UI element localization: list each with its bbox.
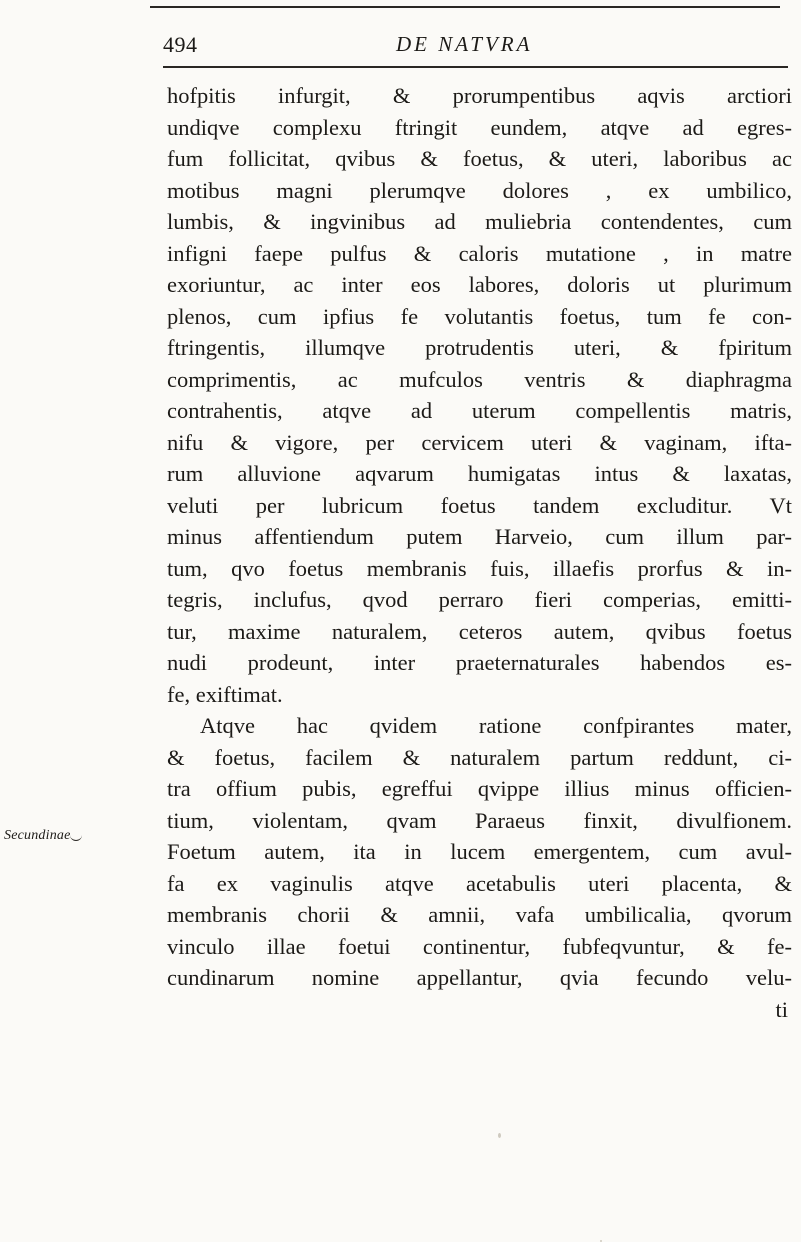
text-line: tium, violentam, qvam Paraeus finxit, divulfionem. <box>167 807 792 833</box>
marginal-note: Secundinae <box>4 828 71 843</box>
text-line: cundinarum nomine appellantur, qvia fecundo velu- <box>167 965 792 990</box>
text-line: minus affentiendum putem Harveio, cum illum par- <box>167 524 792 549</box>
text-line: tum, qvo foetus membranis fuis, illaefis prorfus & in- <box>167 555 792 581</box>
text-line: exoriuntur, ac inter eos labores, doloris ut plurimum <box>167 272 792 297</box>
text-line: vinculo illae foetui continentur, fubfeqvuntur, & fe- <box>167 933 792 959</box>
top-edge-rule <box>150 6 780 8</box>
paper-speck <box>498 1133 501 1138</box>
text-line: nifu & vigore, per cervicem uteri & vaginam, ifta- <box>167 429 792 455</box>
page-number: 494 <box>163 32 198 57</box>
text-line: infigni faepe pulfus & caloris mutatione , in matre <box>167 240 792 266</box>
text-line: comprimentis, ac mufculos ventris & diaphragma <box>167 366 792 392</box>
text-line: motibus magni plerumqve dolores , ex umbilico, <box>167 177 792 203</box>
text-line: undiqve complexu ftringit eundem, atqve ad egres- <box>167 114 792 140</box>
text-line: contrahentis, atqve ad uterum compellentis matris, <box>167 398 792 423</box>
page-header <box>163 30 788 66</box>
catchword: ti <box>775 996 788 1022</box>
text-line: plenos, cum ipfius fe volutantis foetus, tum fe con- <box>167 303 792 329</box>
text-line: & foetus, facilem & naturalem partum reddunt, ci- <box>167 744 792 770</box>
header-rule <box>163 66 788 68</box>
marginal-flourish <box>70 834 82 841</box>
text-line: tegris, inclufus, qvod perraro fieri comperias, emitti- <box>167 587 792 612</box>
text-line: nudi prodeunt, inter praeternaturales habendos es- <box>167 650 792 675</box>
text-line: fum follicitat, qvibus & foetus, & uteri, laboribus ac <box>167 146 792 171</box>
running-head: DE NATVRA <box>396 32 533 56</box>
text-line: membranis chorii & amnii, vafa umbilicalia, qvorum <box>167 902 792 927</box>
text-line: hofpitis infurgit, & prorumpentibus aqvis arctiori <box>167 83 792 108</box>
text-line: tra offium pubis, egreffui qvippe illius minus officien- <box>167 776 792 801</box>
text-line: lumbis, & ingvinibus ad muliebria contendentes, cum <box>167 209 792 234</box>
body-text <box>167 80 792 1025</box>
text-line: ftringentis, illumqve protrudentis uteri, & fpiritum <box>167 335 792 360</box>
text-line: Foetum autem, ita in lucem emergentem, cum avul- <box>167 839 792 864</box>
text-line: rum alluvione aqvarum humigatas intus & laxatas, <box>167 461 792 486</box>
text-line: tur, maxime naturalem, ceteros autem, qvibus foetus <box>167 618 792 644</box>
text-line: veluti per lubricum foetus tandem excluditur. Vt <box>167 492 792 518</box>
text-line: fa ex vaginulis atqve acetabulis uteri placenta, & <box>167 870 792 896</box>
text-line: Atqve hac qvidem ratione confpirantes mater, <box>200 713 792 738</box>
text-line: fe, exiftimat. <box>167 681 283 707</box>
